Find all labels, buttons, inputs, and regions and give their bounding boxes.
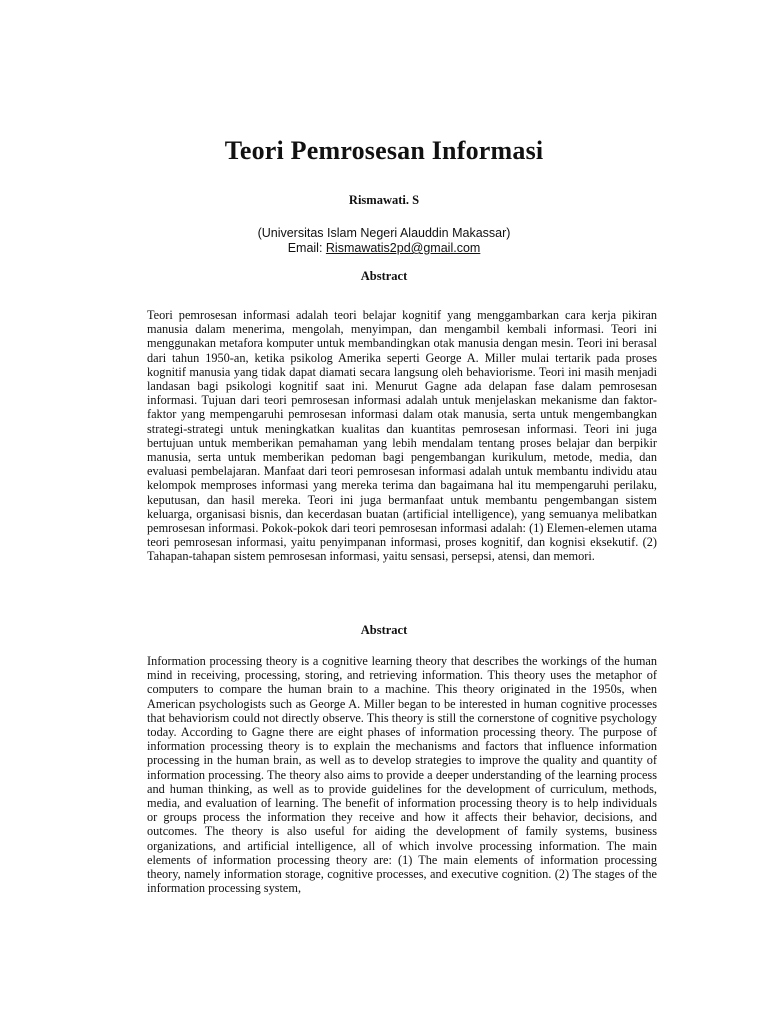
- affiliation-block: [0, 226, 768, 256]
- email-line: [0, 241, 768, 256]
- page-title: Teori Pemrosesan Informasi: [224, 136, 544, 165]
- abstract-heading-id: Abstract: [360, 269, 408, 283]
- email-label: Email:: [287, 241, 323, 255]
- affiliation-text: (Universitas Islam Negeri Alauddin Makassar): [257, 226, 511, 240]
- abstract-text-id: Teori pemrosesan informasi adalah teori belajar kognitif yang menggambarkan cara kerja pikiran manusia dalam menerima, mengolah, menyimpan, dan mengambil kembali informasi. Teori ini menggunakan metafora komputer untuk membandingkan otak manusia dengan mesin. Teori ini berasal dari tahun 1950-an, ketika psikolog Amerika seperti George A. Miller mulai tertarik pada proses kognitif manusia yang tidak dapat diamati secara langsung oleh behaviorisme. Teori ini masih menjadi landasan bagi psikologi kognitif saat ini. Menurut Gagne ada delapan fase dalam pemrosesan informasi. Tujuan dari teori pemrosesan informasi adalah untuk menjelaskan mekanisme dan faktor-faktor yang mempengaruhi pemrosesan informasi dalam otak manusia, serta untuk mengembangkan strategi-strategi untuk meningkatkan kualitas dan kuantitas pemrosesan informasi. Teori ini juga bertujuan untuk memberikan pemahaman yang lebih mendalam tentang proses belajar dan berpikir manusia, serta untuk memberikan pedoman bagi pengembangan kurikulum, metode, media, dan evaluasi pembelajaran. Manfaat dari teori pemrosesan informasi adalah untuk membantu individu atau kelompok memproses informasi yang mereka terima dan bagaimana hal itu mempengaruhi perilaku, keputusan, dan hasil mereka. Teori ini juga bermanfaat untuk membantu pengembangan sistem keluarga, organisasi bisnis, dan kecerdasan buatan (artificial intelligence), yang semuanya melibatkan pemrosesan informasi. Pokok-pokok dari teori pemrosesan informasi adalah: (1) Elemen-elemen utama teori pemrosesan informasi, yaitu penyimpanan informasi, proses kognitif, dan kognisi eksekutif. (2) Tahapan-tahapan sistem pemrosesan informasi, yaitu sensasi, persepsi, atensi, dan memori.: [147, 308, 657, 564]
- email-link[interactable]: Rismawatis2pd@gmail.com: [325, 241, 481, 255]
- abstract-text-en: Information processing theory is a cognitive learning theory that describes the workings of the human mind in receiving, processing, storing, and retrieving information. This theory uses the metaphor of computers to compare the human brain to a machine. This theory originated in the 1950s, when American psychologists such as George A. Miller began to be interested in human cognitive processes that behaviorism could not directly observe. This theory is still the cornerstone of cognitive psychology today. According to Gagne there are eight phases of information processing theory. The purpose of information processing theory is to explain the mechanisms and factors that influence information processing in the human brain, as well as to develop strategies to improve the quality and quantity of information processing. The theory also aims to provide a deeper understanding of the learning process and human thinking, as well as to provide guidelines for the development of curriculum, methods, media, and evaluation of learning. The benefit of information processing theory is to help individuals or groups process the information they receive and how it affects their behavior, decisions, and outcomes. The theory is also useful for aiding the development of family systems, business organizations, and artificial intelligence, all of which involve processing information. The main elements of information processing theory are: (1) The main elements of information processing theory, namely information storage, cognitive processes, and executive cognition. (2) The stages of the information processing system,: [147, 654, 657, 896]
- abstract-heading-en: Abstract: [360, 623, 408, 637]
- author-name: Rismawati. S: [348, 193, 420, 207]
